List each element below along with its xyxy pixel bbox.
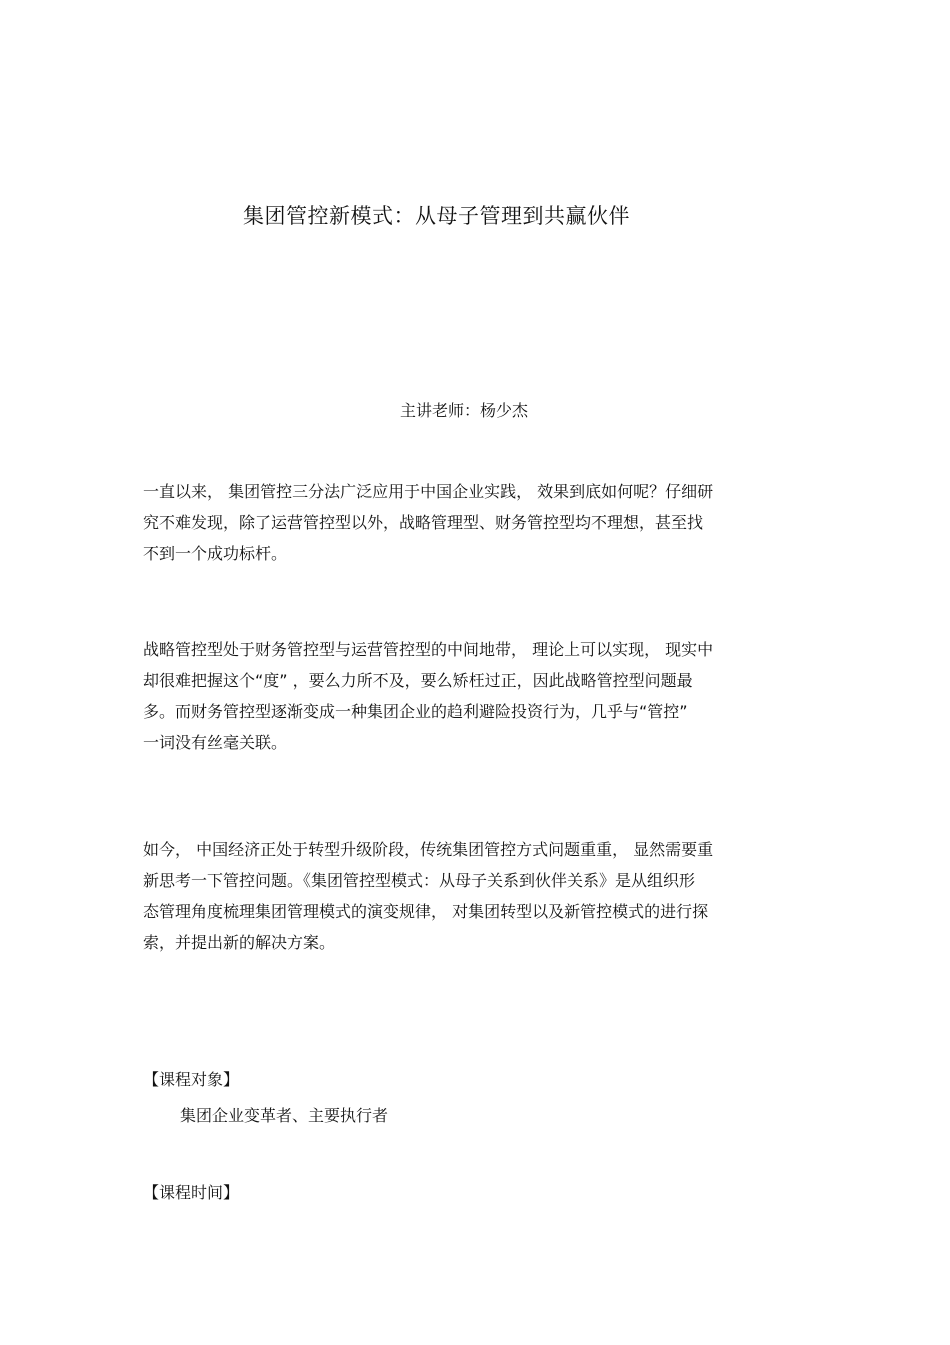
paragraph-transformation bbox=[143, 834, 823, 958]
paragraph-strategy bbox=[143, 634, 823, 758]
paragraph-line: 一词没有丝毫关联。 bbox=[143, 733, 288, 752]
paragraph-line: 态管理角度梳理集团管理模式的演变规律， 对集团转型以及新管控模式的进行探 bbox=[143, 902, 709, 921]
paragraph-line: 究不难发现，除了运营管控型以外，战略管理型、财务管控型均不理想，甚至找 bbox=[143, 513, 704, 532]
paragraph-line: 多。而财务管控型逐渐变成一种集团企业的趋利避险投资行为，几乎与“管控” bbox=[143, 702, 688, 721]
document-title: 集团管控新模式：从母子管理到共赢伙伴 bbox=[243, 204, 630, 228]
lecturer-line: 主讲老师：杨少杰 bbox=[400, 401, 529, 420]
paragraph-line: 不到一个成功标杆。 bbox=[143, 544, 288, 563]
paragraph-line: 战略管控型处于财务管控型与运营管控型的中间地带， 理论上可以实现， 现实中 bbox=[143, 640, 714, 659]
section-heading-audience: 【课程对象】 bbox=[143, 1070, 240, 1089]
paragraph-intro bbox=[143, 476, 823, 569]
paragraph-line: 却很难把握这个“度” ，要么力所不及，要么矫枉过正，因此战略管控型问题最 bbox=[143, 671, 693, 690]
section-heading-time: 【课程时间】 bbox=[143, 1183, 240, 1202]
section-body-audience: 集团企业变革者、主要执行者 bbox=[180, 1106, 389, 1125]
paragraph-line: 新思考一下管控问题。《集团管控型模式：从母子关系到伙伴关系》是从组织形 bbox=[143, 871, 696, 890]
paragraph-line: 索，并提出新的解决方案。 bbox=[143, 933, 336, 952]
paragraph-line: 一直以来， 集团管控三分法广泛应用于中国企业实践， 效果到底如何呢？仔细研 bbox=[143, 482, 714, 501]
paragraph-line: 如今， 中国经济正处于转型升级阶段，传统集团管控方式问题重重， 显然需要重 bbox=[143, 840, 714, 859]
